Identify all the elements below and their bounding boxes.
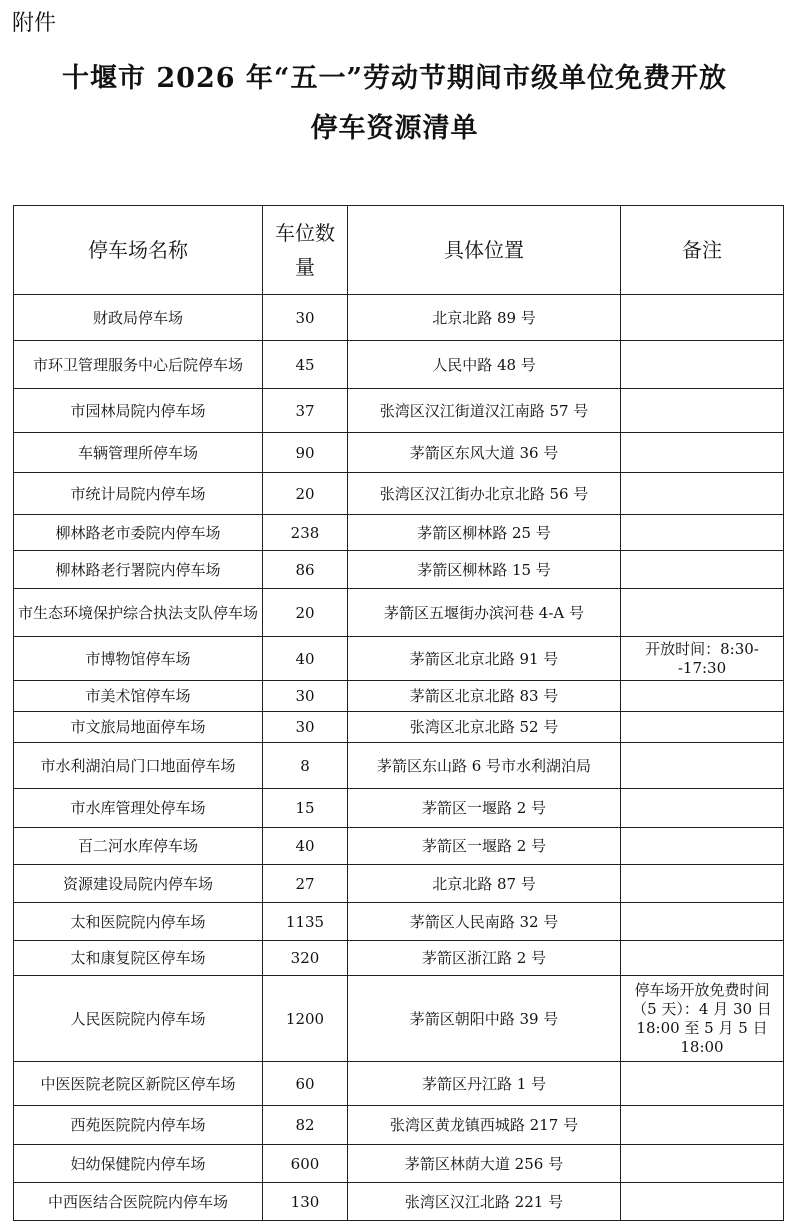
table-row — [14, 789, 784, 828]
table-header-row — [14, 206, 784, 295]
table-row — [14, 1183, 784, 1221]
cell-note — [621, 295, 784, 341]
cell-name: 百二河水库停车场 — [14, 828, 263, 865]
cell-location: 茅箭区丹江路 1 号 — [348, 1062, 621, 1106]
cell-spaces: 90 — [263, 433, 348, 473]
cell-note — [621, 473, 784, 515]
cell-name: 人民医院院内停车场 — [14, 976, 263, 1062]
cell-name: 太和医院院内停车场 — [14, 903, 263, 941]
table-row — [14, 589, 784, 637]
cell-spaces: 86 — [263, 551, 348, 589]
cell-location: 人民中路 48 号 — [348, 341, 621, 389]
cell-spaces: 30 — [263, 681, 348, 712]
table-body — [14, 295, 784, 1221]
cell-spaces: 8 — [263, 743, 348, 789]
cell-name: 妇幼保健院内停车场 — [14, 1145, 263, 1183]
table-row — [14, 1062, 784, 1106]
table-row — [14, 1106, 784, 1145]
table-row — [14, 828, 784, 865]
cell-spaces: 600 — [263, 1145, 348, 1183]
cell-note: 开放时间：8:30--17:30 — [621, 637, 784, 681]
cell-name: 市文旅局地面停车场 — [14, 712, 263, 743]
table-row — [14, 389, 784, 433]
cell-note — [621, 515, 784, 551]
cell-note — [621, 865, 784, 903]
cell-name: 市美术馆停车场 — [14, 681, 263, 712]
table-row — [14, 976, 784, 1062]
cell-name: 柳林路老市委院内停车场 — [14, 515, 263, 551]
cell-name: 市统计局院内停车场 — [14, 473, 263, 515]
table-row — [14, 865, 784, 903]
cell-location: 茅箭区林荫大道 256 号 — [348, 1145, 621, 1183]
table-row — [14, 903, 784, 941]
cell-note — [621, 712, 784, 743]
cell-name: 车辆管理所停车场 — [14, 433, 263, 473]
cell-spaces: 30 — [263, 712, 348, 743]
cell-name: 财政局停车场 — [14, 295, 263, 341]
table-row — [14, 515, 784, 551]
cell-note — [621, 1145, 784, 1183]
cell-name: 市水利湖泊局门口地面停车场 — [14, 743, 263, 789]
table-row — [14, 433, 784, 473]
cell-location: 张湾区北京北路 52 号 — [348, 712, 621, 743]
cell-note — [621, 743, 784, 789]
column-header-note: 备注 — [621, 206, 784, 295]
cell-spaces: 130 — [263, 1183, 348, 1221]
cell-note — [621, 389, 784, 433]
cell-location: 茅箭区浙江路 2 号 — [348, 941, 621, 976]
cell-note — [621, 1183, 784, 1221]
cell-location: 茅箭区朝阳中路 39 号 — [348, 976, 621, 1062]
cell-spaces: 27 — [263, 865, 348, 903]
table-row — [14, 637, 784, 681]
table-row — [14, 1145, 784, 1183]
cell-name: 太和康复院区停车场 — [14, 941, 263, 976]
cell-location: 茅箭区一堰路 2 号 — [348, 789, 621, 828]
cell-spaces: 60 — [263, 1062, 348, 1106]
cell-spaces: 1200 — [263, 976, 348, 1062]
cell-note — [621, 1062, 784, 1106]
cell-spaces: 20 — [263, 589, 348, 637]
cell-location: 茅箭区柳林路 25 号 — [348, 515, 621, 551]
cell-name: 市博物馆停车场 — [14, 637, 263, 681]
cell-name: 柳林路老行署院内停车场 — [14, 551, 263, 589]
cell-location: 茅箭区五堰街办滨河巷 4-A 号 — [348, 589, 621, 637]
cell-location: 张湾区汉江街道汉江南路 57 号 — [348, 389, 621, 433]
cell-location: 张湾区汉江街办北京北路 56 号 — [348, 473, 621, 515]
parking-table — [13, 205, 784, 1221]
cell-note — [621, 433, 784, 473]
cell-name: 资源建设局院内停车场 — [14, 865, 263, 903]
cell-note — [621, 941, 784, 976]
cell-name: 市水库管理处停车场 — [14, 789, 263, 828]
cell-location: 北京北路 89 号 — [348, 295, 621, 341]
cell-note — [621, 589, 784, 637]
table-row — [14, 551, 784, 589]
cell-name: 西苑医院院内停车场 — [14, 1106, 263, 1145]
column-header-name: 停车场名称 — [14, 206, 263, 295]
cell-note — [621, 903, 784, 941]
cell-location: 茅箭区东风大道 36 号 — [348, 433, 621, 473]
cell-name: 中西医结合医院院内停车场 — [14, 1183, 263, 1221]
cell-note: 停车场开放免费时间（5 天）：4 月 30 日 18:00 至 5 月 5 日 18:00 — [621, 976, 784, 1062]
table-row — [14, 473, 784, 515]
cell-note — [621, 551, 784, 589]
cell-name: 中医医院老院区新院区停车场 — [14, 1062, 263, 1106]
cell-spaces: 45 — [263, 341, 348, 389]
document-title-line-1: 十堰市 2026 年“五一”劳动节期间市级单位免费开放 — [61, 63, 727, 94]
cell-spaces: 238 — [263, 515, 348, 551]
cell-name: 市环卫管理服务中心后院停车场 — [14, 341, 263, 389]
cell-name: 市生态环境保护综合执法支队停车场 — [14, 589, 263, 637]
cell-location: 茅箭区柳林路 15 号 — [348, 551, 621, 589]
cell-location: 张湾区黄龙镇西城路 217 号 — [348, 1106, 621, 1145]
cell-spaces: 40 — [263, 828, 348, 865]
column-header-spaces: 车位数量 — [263, 206, 348, 295]
table-row — [14, 295, 784, 341]
cell-spaces: 15 — [263, 789, 348, 828]
column-header-location: 具体位置 — [348, 206, 621, 295]
cell-location: 茅箭区北京北路 83 号 — [348, 681, 621, 712]
cell-spaces: 1135 — [263, 903, 348, 941]
cell-note — [621, 828, 784, 865]
cell-spaces: 320 — [263, 941, 348, 976]
cell-location: 北京北路 87 号 — [348, 865, 621, 903]
table-row — [14, 681, 784, 712]
cell-note — [621, 1106, 784, 1145]
cell-spaces: 40 — [263, 637, 348, 681]
cell-note — [621, 681, 784, 712]
cell-location: 茅箭区一堰路 2 号 — [348, 828, 621, 865]
cell-name: 市园林局院内停车场 — [14, 389, 263, 433]
cell-location: 茅箭区人民南路 32 号 — [348, 903, 621, 941]
cell-location: 茅箭区东山路 6 号市水利湖泊局 — [348, 743, 621, 789]
cell-spaces: 30 — [263, 295, 348, 341]
attachment-label: 附件 — [12, 11, 57, 36]
document-title-line-2: 停车资源清单 — [310, 113, 479, 144]
cell-spaces: 37 — [263, 389, 348, 433]
table-row — [14, 712, 784, 743]
table-row — [14, 941, 784, 976]
cell-spaces: 20 — [263, 473, 348, 515]
cell-location: 张湾区汉江北路 221 号 — [348, 1183, 621, 1221]
table-row — [14, 743, 784, 789]
cell-location: 茅箭区北京北路 91 号 — [348, 637, 621, 681]
cell-spaces: 82 — [263, 1106, 348, 1145]
cell-note — [621, 341, 784, 389]
table-row — [14, 341, 784, 389]
cell-note — [621, 789, 784, 828]
